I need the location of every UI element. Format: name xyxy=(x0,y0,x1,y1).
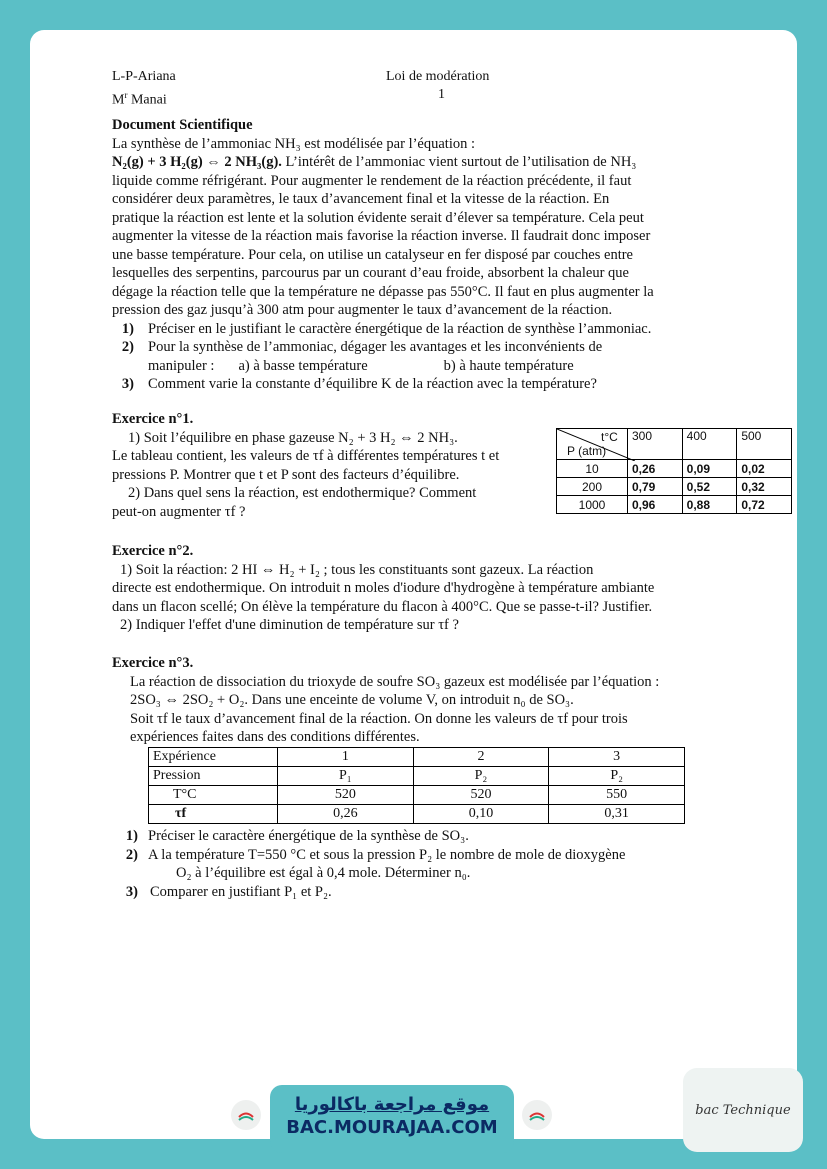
table-row xyxy=(149,786,685,805)
table-row xyxy=(557,460,792,478)
table-cell: τf xyxy=(149,805,278,824)
document-line: pression des gaz jusqu’à 300 atm pour augmenter le taux d’avancement de la réaction. xyxy=(112,302,613,318)
ex3-line: La réaction de dissociation du trioxyde de soufre SO₃ gazeux est modélisée par l’équation : xyxy=(130,673,660,690)
value-cell: 0,26 xyxy=(628,460,683,478)
table-row xyxy=(557,478,792,496)
document-question-3: 3) Comment varie la constante d’équilibre K de la réaction avec la température? xyxy=(121,376,597,392)
exercise-3 xyxy=(112,654,722,747)
value-cell: 0,09 xyxy=(682,460,737,478)
ex1-line: pressions P. Montrer que t et P sont des facteurs d’équilibre. xyxy=(112,466,460,483)
table-header: Expérience xyxy=(149,748,278,767)
ex2-line: 1) Soit la réaction: 2 HI ⇔ H₂ + I₂ ; tous les constituants sont gazeux. La réaction xyxy=(120,561,594,578)
temp-header: 500 xyxy=(737,429,792,460)
site-name-arabic: موقع مراجعة باكالوريا xyxy=(294,1094,490,1115)
bac-technique-badge: bac Technique xyxy=(683,1068,803,1152)
value-cell: 0,52 xyxy=(682,478,737,496)
document-page xyxy=(30,30,797,1139)
site-banner[interactable] xyxy=(270,1085,514,1153)
ex3-line: 2SO₃ ⇔ 2SO₂ + O₂. Dans une enceinte de volume V, on introduit n₀ de SO₃. xyxy=(130,692,574,708)
ex1-line: peut-on augmenter τf ? xyxy=(112,503,246,520)
ex2-title: Exercice n°2. xyxy=(112,543,194,559)
site-url[interactable]: BAC.MOURAJAA.COM xyxy=(286,1117,498,1138)
ex3-question-2-cont: O₂ à l’équilibre est égal à 0,4 mole. Déterminer n₀. xyxy=(176,865,471,881)
table-cell: P₂ xyxy=(413,767,549,786)
ex3-title: Exercice n°3. xyxy=(112,655,194,671)
document-section xyxy=(112,116,717,394)
table-row xyxy=(557,496,792,514)
document-equation-line: N₂(g) + 3 H₂(g) ⇔ 2 NH₃(g). L’intérêt de l’ammoniac vient surtout de l’utilisation de NH₃ xyxy=(112,154,637,170)
ex1-line: 2) Dans quel sens la réaction, est endothermique? Comment xyxy=(128,485,477,501)
table-cell: P₁ xyxy=(278,767,414,786)
table-header: 3 xyxy=(549,748,685,767)
header-school: L-P-Ariana xyxy=(112,69,176,84)
pressure-cell: 10 xyxy=(557,460,628,478)
table-cell: T°C xyxy=(149,786,278,805)
ex2-line: directe est endothermique. On introduit n moles d'iodure d'hydrogène à température ambiante xyxy=(112,580,655,596)
ex3-table xyxy=(148,747,685,824)
pressure-cell: 200 xyxy=(557,478,628,496)
table-row xyxy=(149,767,685,786)
table-cell: 550 xyxy=(549,786,685,805)
table-header: 2 xyxy=(413,748,549,767)
value-cell: 0,72 xyxy=(737,496,792,514)
book-icon xyxy=(522,1100,552,1130)
corner-temp-label: t°C xyxy=(601,430,618,444)
pressure-cell: 1000 xyxy=(557,496,628,514)
table-row xyxy=(149,805,685,824)
logo-icon-left xyxy=(231,1100,261,1130)
document-line: pratique la réaction est lente et la solution évidente serait d’élever sa température. Cela peut xyxy=(112,209,644,226)
table-cell: 520 xyxy=(278,786,414,805)
table-row xyxy=(149,748,685,767)
table-cell: 520 xyxy=(413,786,549,805)
document-line: augmenter la vitesse de la réaction mais favorise la réaction inverse. Il faudrait donc imposer xyxy=(112,228,651,244)
document-line: considérer deux paramètres, le taux d’avancement final et la vitesse de la réaction. En xyxy=(112,191,610,207)
table-header: 1 xyxy=(278,748,414,767)
table-cell: P₂ xyxy=(549,767,685,786)
exercise-2 xyxy=(112,542,722,635)
table-cell: Pression xyxy=(149,767,278,786)
table-cell: 0,26 xyxy=(278,805,414,824)
document-line: lesquelles des serpentins, parcourus par un courant d’eau froide, absorbent la chaleur que xyxy=(112,265,629,281)
document-question-1: 1) Préciser en le justifiant le caractère énergétique de la réaction de synthèse l’ammoniac. xyxy=(121,320,652,337)
exercise-1 xyxy=(112,410,552,521)
document-line: une basse température. Pour cela, on utilise un catalyseur en fer disposé par couches entre xyxy=(112,246,633,263)
header-teacher: $M^r$ Manai xyxy=(112,90,167,108)
ex1-line: Le tableau contient, les valeurs de τf à différentes températures t et xyxy=(112,448,500,464)
ex3-question-1: 1) Préciser le caractère énergétique de la synthèse de SO₃. xyxy=(125,828,469,844)
value-cell: 0,88 xyxy=(682,496,737,514)
ex3-question-3: 3) Comparer en justifiant P₁ et P₂. xyxy=(125,883,332,900)
book-icon xyxy=(231,1100,261,1130)
ex1-table xyxy=(556,428,792,514)
ex1-line: 1) Soit l’équilibre en phase gazeuse N₂ + 3 H₂ ⇔ 2 NH₃. xyxy=(128,429,458,446)
ex2-line: 2) Indiquer l'effet d'une diminution de température sur τf ? xyxy=(120,617,459,633)
ex3-questions xyxy=(124,827,724,901)
logo-icon-right xyxy=(522,1100,552,1130)
page-number: 1 xyxy=(438,87,445,102)
document-question-2-options: manipuler : a) à basse température b) à haute température xyxy=(148,357,574,374)
ex2-line: dans un flacon scellé; On élève la température du flacon à 400°C. Que se passe-t-il? Justifier. xyxy=(112,598,653,615)
document-heading: Document Scientifique xyxy=(112,117,253,133)
ex3-line: Soit τf le taux d’avancement final de la réaction. On donne les valeurs de τf pour trois xyxy=(130,710,628,727)
table-cell: 0,10 xyxy=(413,805,549,824)
ex3-line: expériences faites dans des conditions différentes. xyxy=(130,729,420,745)
ex1-title: Exercice n°1. xyxy=(112,411,194,427)
document-question-2: 2) Pour la synthèse de l’ammoniac, dégager les avantages et les inconvénients de xyxy=(121,339,603,355)
table-cell: 0,31 xyxy=(549,805,685,824)
document-intro: La synthèse de l’ammoniac NH₃ est modélisée par l’équation : xyxy=(112,135,476,152)
corner-pressure-label: P (atm) xyxy=(567,444,607,458)
ex1-table-corner xyxy=(557,429,628,460)
header-title: Loi de modération xyxy=(386,69,490,84)
value-cell: 0,32 xyxy=(737,478,792,496)
value-cell: 0,02 xyxy=(737,460,792,478)
ex3-question-2: 2) A la température T=550 °C et sous la pression P₂ le nombre de mole de dioxygène xyxy=(125,846,626,863)
value-cell: 0,79 xyxy=(628,478,683,496)
document-line: dégage la réaction telle que la température ne dépasse pas 550°C. Il faut en plus augmenter la xyxy=(112,283,654,300)
temp-header: 300 xyxy=(628,429,683,460)
value-cell: 0,96 xyxy=(628,496,683,514)
temp-header: 400 xyxy=(682,429,737,460)
document-line: liquide comme réfrigérant. Pour augmenter le rendement de la réaction précédente, il faut xyxy=(112,172,632,189)
